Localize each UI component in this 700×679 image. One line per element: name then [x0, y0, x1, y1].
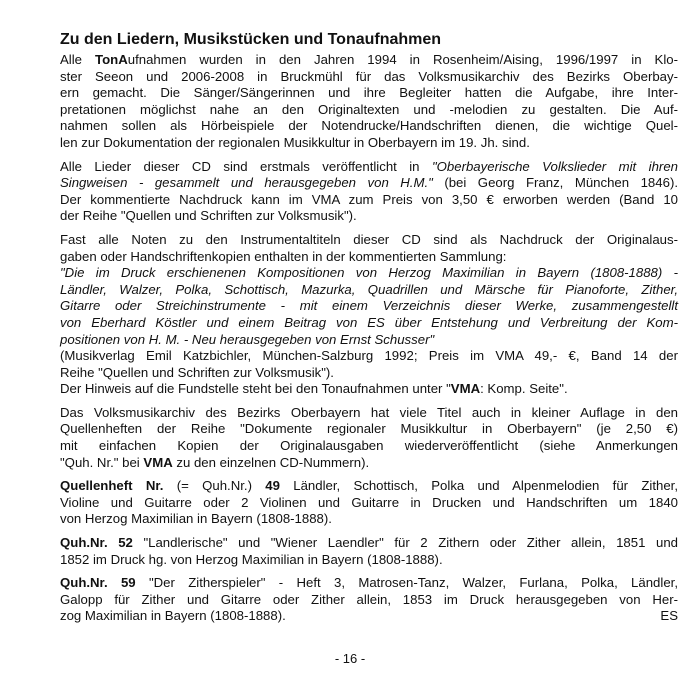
quh59-line-2: Galopp für Zither und Gitarre oder Zither allein, 1853 im Druck herausgegeben von Her- — [60, 591, 678, 607]
archiv-line-1: Das Volksmusikarchiv des Bezirks Oberbayern hat viele Titel auch in kleiner Auflage in den — [60, 404, 678, 420]
paragraph-noten — [60, 232, 678, 398]
quh59-line-3: zog Maximilian in Bayern (1808-1888). ES — [60, 608, 678, 624]
verlag-line-2: Reihe "Quellen und Schriften zur Volksmusik"). — [60, 364, 334, 380]
intro-line-5: nahmen sollen als Hörbeispiele der Notendrucke/Handschriften dienen, die wichtige Quel- — [60, 118, 678, 134]
noten-title-line-2: Ländler, Walzer, Polka, Schottisch, Mazurka, Quadrillen und Märsche für Pianoforte, Zither, — [60, 281, 678, 297]
lieder-line-1: Alle Lieder dieser CD sind erstmals veröffentlicht in "Oberbayerische Volkslieder mit ihren — [60, 158, 678, 174]
noten-title-line-3: Gitarre oder Streichinstrumente - mit einem Verzeichnis dieser Werke, zusammengestellt — [60, 298, 678, 314]
lieder-line-4: der Reihe "Quellen und Schriften zur Volksmusik"). — [60, 208, 357, 224]
paragraph-archiv — [60, 405, 678, 471]
document-page — [60, 30, 678, 625]
hinweis-line: Der Hinweis auf die Fundstelle steht bei den Tonaufnahmen unter "VMA: Komp. Seite". — [60, 381, 568, 397]
intro-line-4: pretationen möglichst nahe an den Originaltexten und -melodien zu gestalten. Die Auf- — [60, 101, 678, 117]
lieder-line-2: Singweisen - gesammelt und herausgegeben von H.M." (bei Georg Franz, München 1846). — [60, 175, 678, 191]
intro-line-3: ern gemacht. Die Sänger/Sängerinnen und ihre Begleiter hatten die Aufgabe, ihre Inter- — [60, 85, 678, 101]
lieder-line-3: Der kommentierte Nachdruck kann im VMA zum Preis von 3,50 € erworben werden (Band 10 — [60, 191, 678, 207]
noten-title-line-4: von Eberhard Köstler und einem Beitrag von ES über Entstehung und Verbreitung der Kom- — [60, 314, 678, 330]
quh52-line-2: 1852 im Druck hg. von Herzog Maximilian in Bayern (1808-1888). — [60, 551, 443, 567]
noten-line-2: gaben oder Handschriftenkopien enthalten in der kommentierten Sammlung: — [60, 248, 507, 264]
archiv-line-2: Quellenheften der Reihe "Dokumente regionaler Musikkultur in Oberbayern" (je 2,50 €) — [60, 421, 678, 437]
noten-line-1: Fast alle Noten zu den Instrumentaltiteln dieser CD sind als Nachdruck der Originalaus- — [60, 231, 678, 247]
noten-title-line-5: positionen von H. M. - Neu herausgegeben von Ernst Schusser" — [60, 331, 435, 347]
author-signature: ES — [660, 608, 678, 624]
quh52-line-1: Quh.Nr. 52 "Landlerische" und "Wiener Laendler" für 2 Zithern oder Zither allein, 1851 und — [60, 535, 678, 551]
verlag-line-1: (Musikverlag Emil Katzbichler, München-Salzburg 1992; Preis im VMA 49,- €, Band 14 der — [60, 348, 678, 364]
intro-line-1: Alle TonAufnahmen wurden in den Jahren 1994 in Rosenheim/Aising, 1996/1997 in Klo- — [60, 52, 678, 67]
quh49-line-3: von Herzog Maximilian in Bayern (1808-1888). — [60, 511, 332, 527]
page-number: - 16 - — [334, 651, 366, 666]
paragraph-quh-52 — [60, 535, 678, 568]
section-heading: Zu den Liedern, Musikstücken und Tonaufnahmen — [60, 31, 442, 48]
paragraph-lieder — [60, 159, 678, 225]
quh49-line-2: Violine und Guitarre oder 2 Violinen und Guitarre in Drucken und Handschriften um 1840 — [60, 494, 678, 510]
noten-title-line-1: "Die im Druck erschienenen Kompositionen von Herzog Maximilian in Bayern (1808-1888) - — [60, 265, 678, 281]
paragraph-intro — [60, 52, 678, 152]
paragraph-quh-59 — [60, 575, 678, 625]
archiv-line-3: mit einfachen Kopien der Originalausgaben wiederveröffentlicht (siehe Anmerkungen — [60, 438, 678, 454]
archiv-line-4: "Quh. Nr." bei VMA zu den einzelnen CD-Nummern). — [60, 454, 370, 470]
intro-line-2: ster Seeon und 2006-2008 in Bruckmühl für das Volksmusikarchiv des Bezirks Oberbay- — [60, 68, 678, 84]
quh49-line-1: Quellenheft Nr. (= Quh.Nr.) 49 Ländler, Schottisch, Polka und Alpenmelodien für Zither, — [60, 478, 679, 494]
paragraph-quellenheft-49 — [60, 478, 678, 528]
intro-line-6: len zur Dokumentation der regionalen Musikkultur in Oberbayern im 19. Jh. sind. — [60, 134, 530, 150]
quh59-line-1: Quh.Nr. 59 "Der Zitherspieler" - Heft 3, Matrosen-Tanz, Walzer, Furlana, Polka, Ländler, — [60, 575, 678, 591]
